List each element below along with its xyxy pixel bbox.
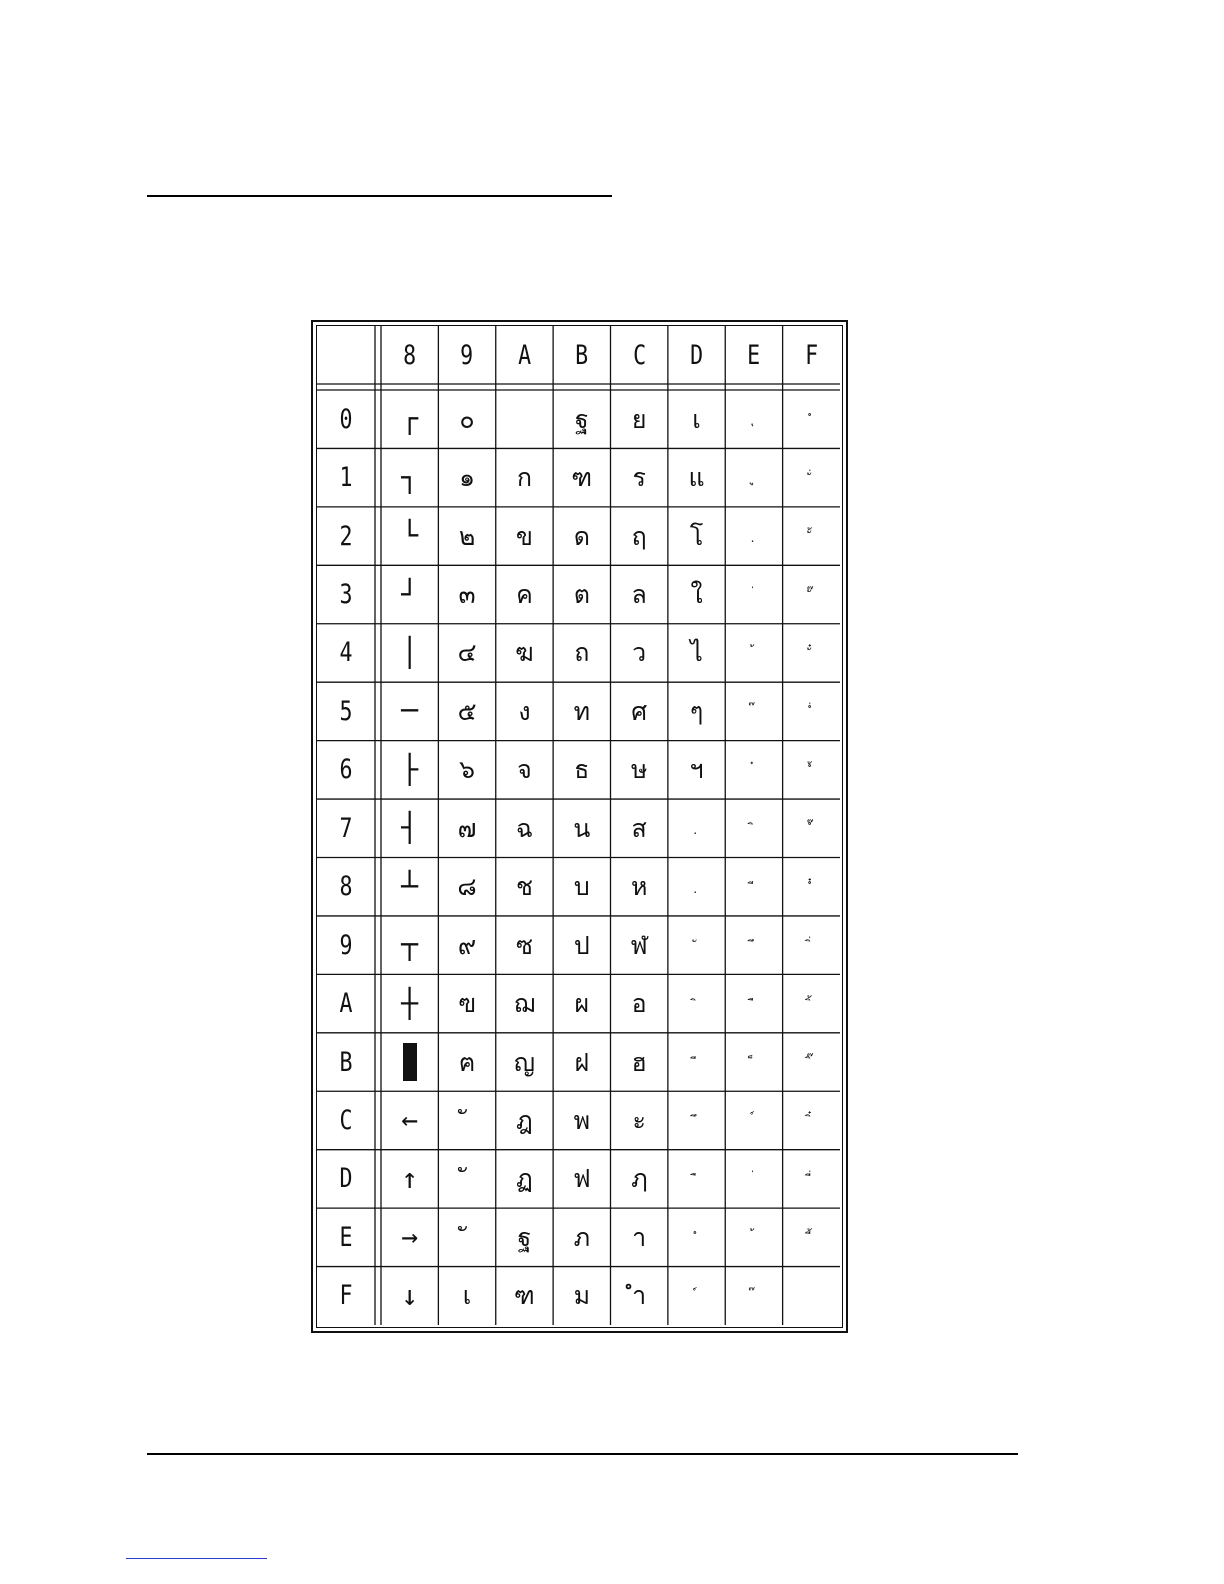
character-cell: ├: [401, 752, 419, 786]
character-cell: ผ: [574, 989, 590, 1019]
top-rule: [147, 195, 612, 197]
row-header: 1: [339, 462, 353, 494]
column-header: D: [690, 339, 704, 371]
character-cell: [668, 858, 725, 916]
character-cell: ฐ: [574, 404, 589, 434]
character-cell: │: [401, 635, 419, 669]
character-cell: ฐ: [517, 1222, 532, 1252]
character-cell: ↓: [401, 1278, 419, 1312]
character-cell: ๓: [458, 580, 476, 610]
character-cell: ฮ: [631, 1047, 647, 1077]
row-header: F: [339, 1280, 353, 1312]
character-cell: ภ: [573, 1222, 591, 1252]
character-cell: ศ: [631, 696, 648, 726]
character-cell: ฝ: [574, 1047, 590, 1077]
character-cell: [783, 1033, 840, 1091]
row-header: 6: [339, 754, 353, 786]
character-cell: [725, 741, 782, 799]
character-cell: ข: [515, 521, 533, 551]
character-cell: [668, 1033, 725, 1091]
solid-block-glyph: [403, 1043, 417, 1081]
row-header: 0: [339, 403, 353, 435]
character-cell: ฅ: [458, 1047, 476, 1077]
row-header: 4: [339, 637, 353, 669]
character-cell: ๑: [459, 463, 475, 493]
character-cell: ๔: [457, 638, 477, 668]
character-cell: ฑ: [514, 1281, 535, 1311]
character-cell: [725, 916, 782, 974]
character-cell: ะ: [632, 1105, 646, 1135]
character-cell: ฃ: [458, 989, 476, 1019]
character-cell: ค: [516, 580, 533, 610]
character-cell: ┬: [401, 928, 419, 962]
character-cell: [668, 1150, 725, 1208]
row-header: 7: [339, 812, 353, 844]
character-cell: [725, 390, 782, 448]
character-cell: [725, 1267, 782, 1325]
character-cell: ญ: [513, 1047, 536, 1077]
character-cell: ฦ: [630, 1164, 648, 1194]
character-cell: [438, 1091, 495, 1149]
character-cell: [783, 974, 840, 1032]
character-code-table: [311, 320, 848, 1333]
row-header: 2: [339, 520, 353, 552]
character-cell: ─: [401, 694, 419, 728]
character-cell: [783, 741, 840, 799]
character-cell: ┼: [401, 986, 419, 1020]
character-cell: [725, 1091, 782, 1149]
character-cell: ┘: [401, 577, 419, 611]
character-cell: บ: [573, 872, 590, 902]
character-cell: [668, 1267, 725, 1325]
character-cell: ด: [573, 521, 590, 551]
row-header: E: [339, 1221, 353, 1253]
character-cell: ใ: [690, 580, 703, 610]
character-cell: ล: [631, 580, 647, 610]
character-cell: [783, 448, 840, 506]
character-cell: [381, 1033, 438, 1091]
character-cell: [783, 1267, 840, 1325]
character-cell: [783, 390, 840, 448]
character-cell: [725, 1208, 782, 1266]
character-cell: ส: [631, 813, 647, 843]
character-cell: ๆ: [689, 696, 704, 726]
bottom-rule: [147, 1453, 1018, 1455]
table-grid: [316, 325, 843, 1328]
character-cell: ง: [518, 696, 531, 726]
character-cell: ช: [515, 872, 533, 902]
column-header: 9: [460, 339, 474, 371]
character-cell: ป: [573, 930, 590, 960]
column-header: F: [804, 339, 818, 371]
character-cell: ท: [573, 696, 591, 726]
character-cell: ┌: [401, 402, 419, 436]
character-cell: [783, 565, 840, 623]
character-cell: [725, 1150, 782, 1208]
character-cell: [783, 682, 840, 740]
character-cell: [783, 1208, 840, 1266]
character-cell: ฤ: [631, 521, 647, 551]
character-cell: ๙: [457, 930, 477, 960]
character-cell: [783, 507, 840, 565]
character-cell: ษ: [630, 755, 648, 785]
character-cell: [725, 682, 782, 740]
column-header: 8: [403, 339, 417, 371]
character-cell: ต: [573, 580, 590, 610]
character-cell: ฬ: [630, 930, 648, 960]
character-cell: [668, 1208, 725, 1266]
character-cell: →: [401, 1220, 419, 1254]
character-cell: ร: [632, 463, 646, 493]
character-cell: [668, 799, 725, 857]
row-header: 5: [339, 695, 353, 727]
column-header: C: [632, 339, 646, 371]
character-cell: ↑: [401, 1161, 419, 1195]
character-cell: ห: [630, 872, 648, 902]
character-cell: ำ: [632, 1281, 647, 1311]
column-header: B: [575, 339, 589, 371]
row-header: D: [339, 1163, 353, 1195]
character-cell: เ: [462, 1281, 472, 1311]
character-cell: โ: [689, 521, 704, 551]
character-cell: ฆ: [515, 638, 534, 668]
character-cell: [668, 1091, 725, 1149]
character-cell: จ: [517, 755, 532, 785]
character-cell: [438, 1208, 495, 1266]
character-cell: [725, 624, 782, 682]
character-cell: [783, 624, 840, 682]
character-cell: ซ: [515, 930, 533, 960]
character-cell: ว: [632, 638, 647, 668]
character-cell: [496, 390, 553, 448]
character-cell: ย: [631, 404, 647, 434]
character-cell: เ: [692, 404, 701, 434]
character-cell: ฌ: [513, 989, 536, 1019]
character-cell: [783, 799, 840, 857]
character-cell: [783, 1091, 840, 1149]
character-cell: [725, 507, 782, 565]
character-cell: [725, 565, 782, 623]
character-cell: อ: [631, 989, 647, 1019]
character-cell: [783, 858, 840, 916]
character-cell: [783, 916, 840, 974]
character-cell: [725, 799, 782, 857]
character-cell: [668, 974, 725, 1032]
character-cell: ๖: [459, 755, 475, 785]
character-cell: พ: [573, 1105, 591, 1135]
character-cell: ๐: [459, 404, 475, 434]
character-cell: ๕: [457, 696, 477, 726]
character-cell: ฉ: [515, 813, 533, 843]
character-cell: น: [573, 813, 591, 843]
character-cell: [725, 1033, 782, 1091]
row-header: A: [339, 988, 353, 1020]
character-cell: แ: [688, 463, 705, 493]
character-cell: ไ: [690, 638, 703, 668]
character-cell: [438, 1150, 495, 1208]
row-header: 3: [339, 579, 353, 611]
character-cell: [783, 1150, 840, 1208]
character-cell: └: [401, 519, 419, 553]
character-cell: ธ: [574, 755, 590, 785]
link-underline: [126, 1558, 267, 1559]
character-cell: [725, 448, 782, 506]
character-cell: ฎ: [516, 1105, 533, 1135]
character-cell: ฑ: [571, 463, 593, 493]
row-header: 9: [339, 929, 353, 961]
character-cell: [725, 858, 782, 916]
character-cell: ┴: [401, 869, 419, 903]
row-header: B: [339, 1046, 353, 1078]
character-cell: ฏ: [516, 1164, 533, 1194]
character-cell: [725, 974, 782, 1032]
character-cell: ๗: [457, 813, 477, 843]
character-cell: ┤: [401, 811, 419, 845]
character-cell: า: [632, 1222, 647, 1252]
character-cell: ฟ: [572, 1164, 591, 1194]
row-header: 8: [339, 871, 353, 903]
character-cell: ๒: [458, 521, 476, 551]
column-header: E: [747, 339, 761, 371]
character-cell: ๘: [457, 872, 477, 902]
character-cell: ┐: [401, 460, 419, 494]
character-cell: ก: [516, 463, 532, 493]
character-cell: ←: [401, 1103, 419, 1137]
character-cell: [668, 916, 725, 974]
character-cell: ถ: [574, 638, 590, 668]
character-cell: ม: [573, 1281, 591, 1311]
column-header: A: [517, 339, 531, 371]
row-header: C: [339, 1104, 353, 1136]
character-cell: ฯ: [689, 755, 704, 785]
